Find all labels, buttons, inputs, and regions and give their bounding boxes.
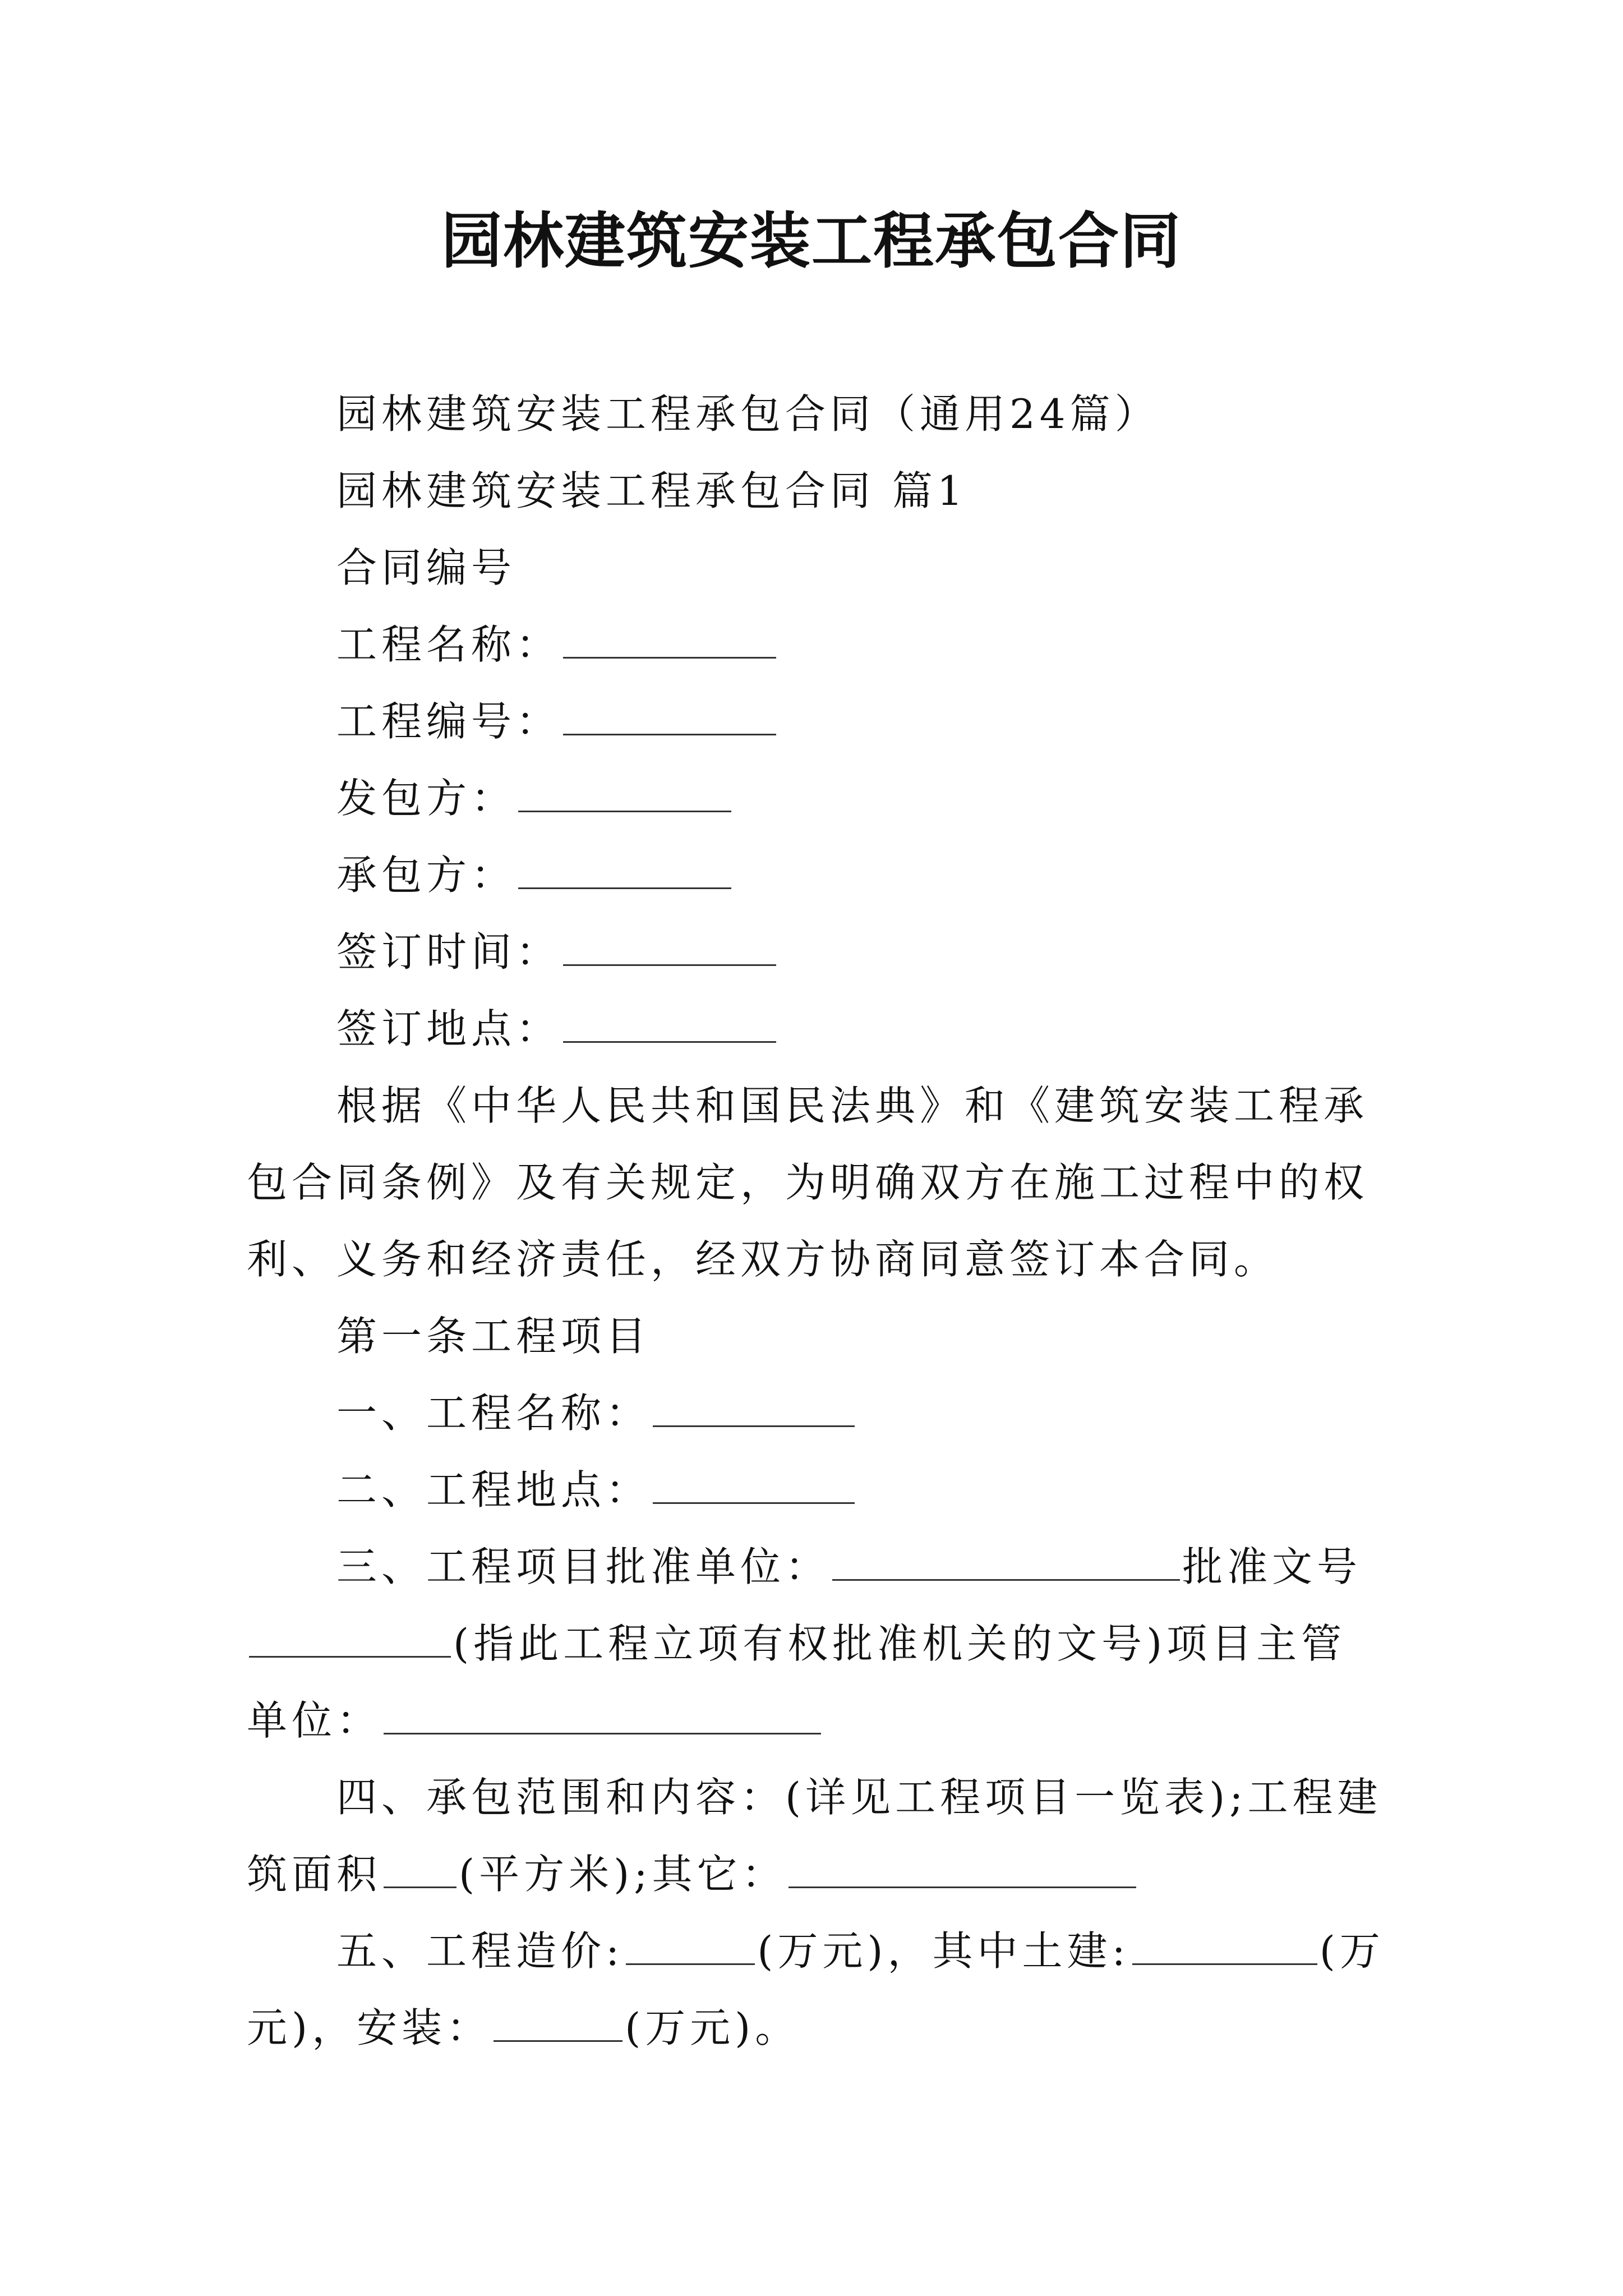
install-cost-blank[interactable]: [494, 2007, 623, 2042]
project-name-blank[interactable]: [563, 623, 776, 659]
other-blank[interactable]: [789, 1853, 1136, 1888]
project-number-field: [247, 683, 1385, 760]
document-body: [247, 376, 1385, 2067]
employer-field: [247, 760, 1385, 837]
contract-number-label: 合同编号: [336, 544, 517, 591]
item-5-label: 五、工程造价:: [336, 1927, 624, 1975]
item-3-paragraph: [247, 1529, 1385, 1759]
sign-time-label: 签订时间：: [336, 928, 561, 976]
approval-unit-blank[interactable]: [832, 1545, 1180, 1581]
install-cost-unit: (万元)。: [625, 2004, 800, 2051]
item-2-field: [247, 1452, 1385, 1529]
item-5-paragraph: [247, 1913, 1385, 2067]
project-name-field: [247, 606, 1385, 683]
contractor-field: [247, 837, 1385, 914]
subtitle-line: 园林建筑安装工程承包合同（通用24篇）: [336, 390, 1160, 438]
item-4-other-label: (平方米);其它：: [459, 1851, 787, 1898]
item-1-field: [247, 1375, 1385, 1452]
install-cost-label: (万元)，安装：: [247, 1927, 1385, 2051]
preamble-paragraph: 根据《中华人民共和国民法典》和《建筑安装工程承包合同条例》及有关规定，为明确双方在施工过程中的权利、义务和经济责任，经双方协商同意签订本合同。: [247, 1082, 1369, 1283]
civil-cost-label: (万元)，其中土建:: [757, 1927, 1130, 1975]
item-1-blank[interactable]: [653, 1392, 855, 1427]
sign-time-blank[interactable]: [563, 931, 776, 966]
item-2-label: 二、工程地点：: [336, 1466, 651, 1513]
sign-place-blank[interactable]: [563, 1007, 776, 1043]
item-2-blank[interactable]: [653, 1469, 855, 1504]
civil-cost-blank[interactable]: [1132, 1930, 1317, 1965]
project-name-label: 工程名称：: [336, 621, 561, 668]
project-number-blank[interactable]: [563, 700, 776, 735]
item-4-label: 四、承包范围和内容：(详见工程项目一览表);工程建筑面积: [247, 1774, 1382, 1898]
approval-note: (指此工程立项有权批准机关的文号)项目主管单位：: [247, 1620, 1347, 1744]
employer-blank[interactable]: [518, 777, 731, 812]
contractor-label: 承包方：: [336, 852, 517, 899]
item-3-label: 三、工程项目批准单位：: [336, 1543, 831, 1590]
sign-place-label: 签订地点：: [336, 1005, 561, 1052]
item-1-label: 一、工程名称：: [336, 1389, 651, 1437]
employer-label: 发包方：: [336, 775, 517, 822]
approval-number-blank[interactable]: [249, 1622, 451, 1658]
building-area-blank[interactable]: [384, 1853, 457, 1888]
sign-time-field: [247, 914, 1385, 991]
document-title: 园林建筑安装工程承包合同: [441, 206, 1182, 277]
item-4-paragraph: [247, 1759, 1385, 1913]
contractor-blank[interactable]: [518, 854, 731, 889]
supervising-unit-blank[interactable]: [384, 1699, 821, 1734]
sign-place-field: [247, 991, 1385, 1068]
article-1-heading: 第一条工程项目: [336, 1313, 651, 1360]
section-heading: 园林建筑安装工程承包合同 篇1: [336, 467, 967, 514]
total-cost-blank[interactable]: [626, 1930, 755, 1965]
approval-number-label: 批准文号: [1182, 1543, 1362, 1590]
project-number-label: 工程编号：: [336, 698, 561, 745]
